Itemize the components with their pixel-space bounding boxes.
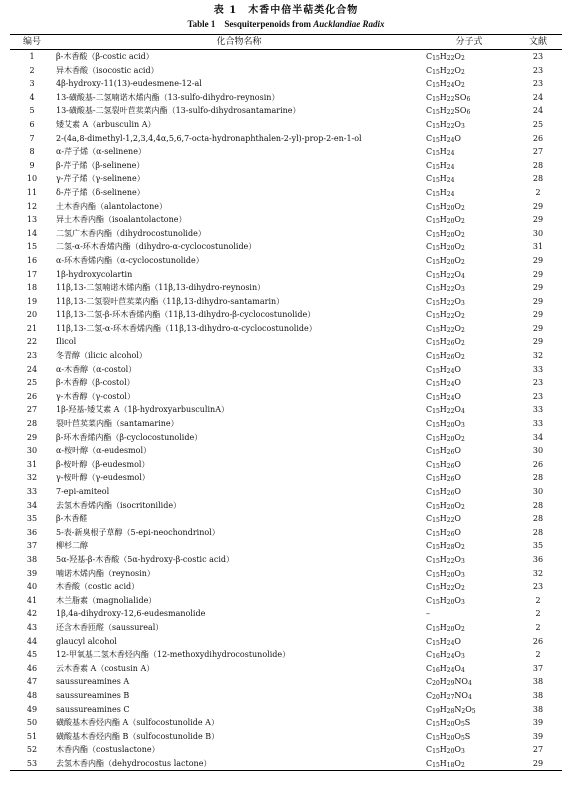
compound-name: δ-芹子烯（δ-selinene） bbox=[56, 187, 145, 197]
compound-name: γ-木香醇（γ-costol） bbox=[56, 391, 135, 401]
table-title-cn: 表 1 木香中倍半萜类化合物 bbox=[213, 5, 359, 16]
compound-number: 14 bbox=[26, 228, 38, 238]
compound-number: 29 bbox=[26, 432, 38, 442]
compound-number: 9 bbox=[29, 160, 35, 170]
compound-name: β-木香酸（β-costic acid） bbox=[56, 52, 154, 61]
reference-number: 23 bbox=[532, 378, 544, 388]
compound-name: 磺酸基木香烃内酯 B（sulfocostunolide B） bbox=[56, 731, 220, 741]
molecular-formula: $C_{15}H_{24}$ bbox=[426, 187, 455, 198]
table-header-row bbox=[10, 35, 562, 50]
table-row bbox=[10, 363, 562, 377]
molecular-formula: $C_{15}H_{20}O_3$ bbox=[426, 595, 465, 606]
compound-number: 22 bbox=[26, 337, 38, 347]
reference-number: 29 bbox=[532, 758, 544, 768]
reference-number: 38 bbox=[532, 704, 544, 714]
molecular-formula: $C_{15}H_{20}O_2$ bbox=[426, 201, 465, 212]
reference-number: 26 bbox=[532, 133, 544, 143]
molecular-formula: $C_{15}H_{24}O$ bbox=[426, 378, 461, 389]
compound-name: β-环木香烯内酯（β-cyclocostunolide） bbox=[56, 432, 203, 442]
table-row bbox=[10, 621, 562, 635]
reference-number: 26 bbox=[532, 459, 544, 469]
table-row bbox=[10, 499, 562, 513]
reference-number: 29 bbox=[532, 337, 544, 347]
compound-name: saussureamines C bbox=[56, 704, 130, 714]
table-title-en bbox=[10, 18, 562, 31]
compound-name: 1β-羟基-矮艾素 A（1β-hydroxyarbusculinA） bbox=[56, 405, 229, 415]
compound-number: 32 bbox=[26, 473, 38, 483]
molecular-formula: $C_{15}H_{26}O$ bbox=[426, 473, 461, 484]
compound-number: 35 bbox=[26, 514, 38, 524]
compound-number: 28 bbox=[26, 419, 38, 429]
table-row bbox=[10, 703, 562, 717]
compound-name: 二氢广木香内酯（dihydrocostunolide） bbox=[56, 228, 206, 238]
reference-number: 25 bbox=[532, 119, 544, 129]
compound-number: 30 bbox=[26, 446, 38, 456]
table-row bbox=[10, 662, 562, 676]
compound-name: α-环木香烯内酯（α-cyclocostunolide） bbox=[56, 255, 204, 265]
compound-number: 18 bbox=[26, 283, 38, 293]
table-title-en-prefix: Table 1 Sesquiterpenoids from bbox=[187, 19, 314, 29]
molecular-formula: $C_{15}H_{20}O_5S$ bbox=[426, 731, 471, 742]
compound-number: 40 bbox=[26, 582, 38, 592]
molecular-formula: $C_{15}H_{24}$ bbox=[426, 160, 455, 171]
table-row bbox=[10, 417, 562, 431]
molecular-formula: $C_{15}H_{24}O$ bbox=[426, 133, 461, 144]
reference-number: 28 bbox=[532, 500, 544, 510]
compound-name: 5α-羟基-β-木香酸（5α-hydroxy-β-costic acid） bbox=[56, 554, 235, 564]
table-row bbox=[10, 132, 562, 146]
compound-name: 异土木香内酯（isoalantolactone） bbox=[56, 215, 187, 225]
reference-number: 28 bbox=[532, 174, 544, 184]
compound-name: 7-epi-amiteol bbox=[56, 487, 110, 496]
compound-name: 11β,13-二氢喃诺木烯内酯（11β,13-dihydro-reynosin） bbox=[56, 283, 266, 293]
molecular-formula: $C_{15}H_{22}SO_6$ bbox=[426, 106, 471, 117]
compound-name: 还含木香匝醛（saussureal） bbox=[56, 622, 164, 632]
compound-number: 42 bbox=[26, 609, 38, 619]
table-row bbox=[10, 743, 562, 757]
reference-number: 26 bbox=[532, 636, 544, 646]
compound-number: 10 bbox=[26, 174, 38, 184]
molecular-formula: $C_{15}H_{22}O_2$ bbox=[426, 52, 465, 62]
compound-number: 41 bbox=[26, 595, 38, 605]
table-row bbox=[10, 594, 562, 608]
compound-number: 34 bbox=[26, 500, 38, 510]
compound-number: 11 bbox=[26, 187, 38, 197]
compound-name: 1β-hydroxycolartin bbox=[56, 269, 133, 279]
table-title-en-italic: Aucklandiae Radix bbox=[313, 19, 385, 29]
molecular-formula: $C_{15}H_{22}O_3$ bbox=[426, 283, 465, 294]
table-row bbox=[10, 213, 562, 227]
compound-number: 1 bbox=[29, 52, 35, 61]
reference-number: 29 bbox=[532, 296, 544, 306]
reference-number: 2 bbox=[535, 650, 541, 660]
table-row bbox=[10, 335, 562, 349]
molecular-formula: $C_{16}H_{24}O_4$ bbox=[426, 663, 465, 674]
reference-number: 2 bbox=[535, 187, 541, 197]
table-row bbox=[10, 50, 562, 64]
molecular-formula: $C_{15}H_{26}O$ bbox=[426, 459, 461, 470]
compound-name: 二氢-α-环木香烯内酯（dihydro-α-cyclocostunolide） bbox=[56, 242, 257, 252]
table-row bbox=[10, 471, 562, 485]
reference-number: 29 bbox=[532, 323, 544, 333]
table-row bbox=[10, 431, 562, 445]
compound-number: 39 bbox=[26, 568, 38, 578]
reference-number: 34 bbox=[532, 432, 544, 442]
compound-number: 52 bbox=[26, 745, 38, 755]
molecular-formula: $C_{15}H_{22}O_3$ bbox=[426, 119, 465, 130]
compound-name: 柳杉二醇 bbox=[56, 541, 88, 551]
molecular-formula: $C_{15}H_{24}O$ bbox=[426, 636, 461, 647]
compound-number: 3 bbox=[29, 79, 35, 89]
reference-number: 29 bbox=[532, 269, 544, 279]
compound-number: 15 bbox=[26, 242, 38, 252]
molecular-formula: $C_{15}H_{20}O_3$ bbox=[426, 419, 465, 430]
compound-name: 木香内酯（costuslactone） bbox=[56, 745, 160, 755]
compound-number: 33 bbox=[26, 487, 38, 496]
compound-name: 木香酸（costic acid） bbox=[56, 582, 140, 592]
molecular-formula: $C_{15}H_{24}O$ bbox=[426, 391, 461, 402]
table-row bbox=[10, 444, 562, 458]
reference-number: 23 bbox=[532, 65, 544, 75]
molecular-formula: $C_{15}H_{20}O_3$ bbox=[426, 745, 465, 756]
reference-number: 29 bbox=[532, 215, 544, 225]
compound-name: Ilicol bbox=[56, 337, 77, 347]
compound-name: β-芹子烯（β-selinene） bbox=[56, 160, 145, 170]
molecular-formula: $C_{19}H_{28}N_2O_5$ bbox=[426, 704, 476, 715]
compound-number: 4 bbox=[29, 92, 35, 102]
compound-number: 37 bbox=[26, 541, 38, 551]
reference-number: 33 bbox=[532, 405, 544, 415]
compound-number: 23 bbox=[26, 351, 38, 361]
reference-number: 23 bbox=[532, 582, 544, 592]
compound-number: 36 bbox=[26, 527, 38, 537]
table-row bbox=[10, 635, 562, 649]
table-row bbox=[10, 104, 562, 118]
molecular-formula: $C_{15}H_{20}O_2$ bbox=[426, 228, 465, 239]
compound-number: 47 bbox=[26, 677, 38, 687]
reference-number: 38 bbox=[532, 677, 544, 687]
compound-number: 20 bbox=[26, 310, 38, 320]
compound-number: 27 bbox=[26, 405, 38, 415]
compound-name: 去氢木香烯内酯（isocritonilide） bbox=[56, 500, 182, 510]
table-row bbox=[10, 553, 562, 567]
compound-number: 12 bbox=[26, 201, 38, 211]
compound-number: 8 bbox=[29, 147, 35, 157]
compound-number: 46 bbox=[26, 663, 38, 673]
reference-number: 24 bbox=[532, 106, 544, 116]
compound-number: 5 bbox=[29, 106, 35, 116]
table-row bbox=[10, 240, 562, 254]
molecular-formula: $C_{16}H_{24}O_3$ bbox=[426, 650, 465, 661]
reference-number: 30 bbox=[532, 228, 544, 238]
compound-number: 51 bbox=[26, 731, 38, 741]
compound-number: 21 bbox=[26, 323, 38, 333]
table-row bbox=[10, 322, 562, 336]
compound-number: 38 bbox=[26, 554, 38, 564]
table-row bbox=[10, 648, 562, 662]
compound-number: 44 bbox=[26, 636, 38, 646]
header-num: 编号 bbox=[22, 37, 41, 47]
molecular-formula: $C_{20}H_{27}NO_4$ bbox=[426, 690, 472, 701]
compound-name: β-木香醛 bbox=[56, 514, 88, 524]
compound-number: 43 bbox=[26, 622, 38, 632]
compound-table bbox=[10, 34, 562, 771]
molecular-formula: $C_{15}H_{26}O_2$ bbox=[426, 351, 465, 362]
reference-number: 28 bbox=[532, 527, 544, 537]
molecular-formula: $C_{15}H_{20}O_2$ bbox=[426, 500, 465, 511]
table-row bbox=[10, 227, 562, 241]
reference-number: 28 bbox=[532, 160, 544, 170]
table-row bbox=[10, 580, 562, 594]
molecular-formula: $C_{15}H_{22}O_2$ bbox=[426, 323, 465, 334]
table-row bbox=[10, 186, 562, 200]
table-row bbox=[10, 77, 562, 91]
table-row bbox=[10, 390, 562, 404]
compound-name: 矮艾素 A（arbusculin A） bbox=[56, 119, 156, 129]
compound-name: α-木香醇（α-costol） bbox=[56, 364, 137, 374]
reference-number: 30 bbox=[532, 446, 544, 456]
compound-name: 2-(4a,8-dimethyl-1,2,3,4,4α,5,6,7-octa-hydronaphthalen-2-yl)-prop-2-en-1-ol bbox=[56, 133, 362, 143]
reference-number: 33 bbox=[532, 419, 544, 429]
table-row bbox=[10, 200, 562, 214]
molecular-formula: $C_{15}H_{22}O_2$ bbox=[426, 310, 465, 321]
compound-name: 异木香酸（isocostic acid） bbox=[56, 65, 159, 75]
compound-number: 19 bbox=[26, 296, 38, 306]
table-row bbox=[10, 567, 562, 581]
compound-number: 16 bbox=[26, 255, 38, 265]
compound-name: 13-磺酸基-二氢喃诺木烯内酯（13-sulfo-dihydro-reynosin） bbox=[56, 92, 280, 102]
compound-name: 去氢木香内酯（dehydrocostus lactone） bbox=[56, 758, 212, 768]
compound-number: 13 bbox=[26, 215, 38, 225]
compound-number: 49 bbox=[26, 704, 38, 714]
table-row bbox=[10, 349, 562, 363]
table-row bbox=[10, 526, 562, 540]
compound-number: 45 bbox=[26, 650, 38, 660]
reference-number: 23 bbox=[532, 52, 544, 61]
compound-name: 1β,4a-dihydroxy-12,6-eudesmanolide bbox=[56, 609, 206, 619]
reference-number: 29 bbox=[532, 201, 544, 211]
reference-number: 2 bbox=[535, 595, 541, 605]
compound-name: 冬青醇（ilicic alcohol） bbox=[56, 351, 147, 361]
reference-number: 23 bbox=[532, 391, 544, 401]
table-body bbox=[10, 50, 562, 771]
table-row bbox=[10, 172, 562, 186]
table-row bbox=[10, 145, 562, 159]
table-row bbox=[10, 716, 562, 730]
compound-name: 4β-hydroxy-11(13)-eudesmene-12-al bbox=[56, 79, 202, 89]
reference-number: 39 bbox=[532, 731, 544, 741]
reference-number: 37 bbox=[532, 663, 544, 673]
compound-number: 26 bbox=[26, 391, 38, 401]
table-row bbox=[10, 757, 562, 771]
table-row bbox=[10, 91, 562, 105]
compound-name: α-桉叶醇（α-eudesmol） bbox=[56, 446, 152, 456]
molecular-formula: $C_{15}H_{26}O$ bbox=[426, 527, 461, 538]
reference-number: 39 bbox=[532, 718, 544, 728]
compound-name: 11β,13-二氢-α-环木香烯内酯（11β,13-dihydro-α-cyclocostunolide） bbox=[56, 323, 317, 333]
molecular-formula: $C_{15}H_{28}O_2$ bbox=[426, 541, 465, 552]
molecular-formula: $C_{15}H_{22}O$ bbox=[426, 514, 461, 525]
compound-number: 7 bbox=[29, 133, 35, 143]
table-row bbox=[10, 308, 562, 322]
reference-number: 2 bbox=[535, 609, 541, 619]
table-row bbox=[10, 376, 562, 390]
molecular-formula: – bbox=[426, 609, 430, 619]
reference-number: 28 bbox=[532, 514, 544, 524]
molecular-formula: $C_{15}H_{22}O_3$ bbox=[426, 296, 465, 307]
molecular-formula: $C_{15}H_{24}O$ bbox=[426, 364, 461, 375]
compound-number: 24 bbox=[26, 364, 38, 374]
compound-name: β-木香醇（β-costol） bbox=[56, 378, 135, 388]
table-row bbox=[10, 295, 562, 309]
molecular-formula: $C_{15}H_{20}O_2$ bbox=[426, 432, 465, 443]
molecular-formula: $C_{15}H_{20}O_2$ bbox=[426, 215, 465, 226]
compound-number: 25 bbox=[26, 378, 38, 388]
header-formula: 分子式 bbox=[455, 37, 483, 47]
compound-number: 31 bbox=[26, 459, 38, 469]
compound-name: glaucyl alcohol bbox=[56, 636, 117, 646]
molecular-formula: $C_{15}H_{24}$ bbox=[426, 147, 455, 158]
compound-number: 50 bbox=[26, 718, 38, 728]
molecular-formula: $C_{15}H_{18}O_2$ bbox=[426, 758, 465, 769]
compound-name: β-桉叶醇（β-eudesmol） bbox=[56, 459, 150, 469]
reference-number: 36 bbox=[532, 554, 544, 564]
table-row bbox=[10, 730, 562, 744]
table-row bbox=[10, 254, 562, 268]
table-row bbox=[10, 458, 562, 472]
reference-number: 27 bbox=[532, 147, 544, 157]
table-row bbox=[10, 607, 562, 621]
table-row bbox=[10, 512, 562, 526]
compound-name: 磺酸基木香烃内酯 A（sulfocostunolide A） bbox=[56, 718, 219, 728]
reference-number: 30 bbox=[532, 487, 544, 496]
molecular-formula: $C_{15}H_{26}O$ bbox=[426, 487, 461, 497]
compound-name: 5-表-新臭根子草醇（5-epi-neochondrinol） bbox=[56, 527, 220, 537]
molecular-formula: $C_{15}H_{20}O_5S$ bbox=[426, 718, 471, 729]
molecular-formula: $C_{15}H_{22}O_4$ bbox=[426, 269, 465, 280]
table-row bbox=[10, 403, 562, 417]
molecular-formula: $C_{15}H_{26}O$ bbox=[426, 446, 461, 457]
compound-name: 喃诺木烯内酯（reynosin） bbox=[56, 568, 155, 578]
reference-number: 29 bbox=[532, 283, 544, 293]
reference-number: 23 bbox=[532, 79, 544, 89]
compound-name: 13-磺酸基-二氢裂叶苣荬菜内酯（13-sulfo-dihydrosantamarine） bbox=[56, 106, 301, 116]
compound-number: 6 bbox=[29, 119, 35, 129]
molecular-formula: $C_{15}H_{22}O_2$ bbox=[426, 582, 465, 593]
compound-name: 裂叶苣荬菜内酯（santamarine） bbox=[56, 419, 179, 429]
table-row bbox=[10, 268, 562, 282]
reference-number: 29 bbox=[532, 310, 544, 320]
reference-number: 32 bbox=[532, 351, 544, 361]
reference-number: 35 bbox=[532, 541, 544, 551]
compound-name: 土木香内酯（alantolactone） bbox=[56, 201, 168, 211]
reference-number: 29 bbox=[532, 255, 544, 265]
table-row bbox=[10, 118, 562, 132]
compound-name: γ-芹子烯（γ-selinene） bbox=[56, 174, 145, 184]
compound-name: saussureamines A bbox=[56, 677, 130, 687]
compound-name: 云木香素 A（costusin A） bbox=[56, 663, 155, 673]
table-row bbox=[10, 159, 562, 173]
compound-name: 木兰脂素（magnolialide） bbox=[56, 595, 157, 605]
molecular-formula: $C_{15}H_{22}O_4$ bbox=[426, 405, 465, 416]
compound-name: 11β,13-二氢-β-环木香烯内酯（11β,13-dihydro-β-cyclocostunolide） bbox=[56, 310, 316, 320]
reference-number: 27 bbox=[532, 745, 544, 755]
molecular-formula: $C_{20}H_{29}NO_4$ bbox=[426, 677, 472, 688]
table-row bbox=[10, 539, 562, 553]
table-row bbox=[10, 64, 562, 78]
compound-number: 48 bbox=[26, 690, 38, 700]
compound-number: 17 bbox=[26, 269, 38, 279]
reference-number: 2 bbox=[535, 622, 541, 632]
molecular-formula: $C_{15}H_{22}SO_6$ bbox=[426, 92, 471, 103]
molecular-formula: $C_{15}H_{26}O_2$ bbox=[426, 337, 465, 348]
compound-name: α-芹子烯（α-selinene） bbox=[56, 147, 146, 157]
reference-number: 31 bbox=[532, 242, 544, 252]
compound-name: 11β,13-二氢裂叶苣荬菜内酯（11β,13-dihydro-santamarin） bbox=[56, 296, 285, 306]
table-row bbox=[10, 281, 562, 295]
reference-number: 28 bbox=[532, 473, 544, 483]
header-ref: 文献 bbox=[528, 37, 547, 47]
molecular-formula: $C_{15}H_{20}O_2$ bbox=[426, 255, 465, 266]
molecular-formula: $C_{15}H_{24}$ bbox=[426, 174, 455, 185]
compound-number: 2 bbox=[29, 65, 35, 75]
compound-name: γ-桉叶醇（γ-eudesmol） bbox=[56, 473, 150, 483]
molecular-formula: $C_{15}H_{20}O_2$ bbox=[426, 622, 465, 633]
table-row bbox=[10, 689, 562, 703]
compound-name: 12-甲氧基二氢木香烃内酯（12-methoxydihydrocostunolide） bbox=[56, 650, 291, 660]
molecular-formula: $C_{15}H_{22}O_3$ bbox=[426, 554, 465, 565]
molecular-formula: $C_{15}H_{22}O_2$ bbox=[426, 65, 465, 76]
reference-number: 33 bbox=[532, 364, 544, 374]
reference-number: 38 bbox=[532, 690, 544, 700]
header-name: 化合物名称 bbox=[216, 37, 262, 47]
reference-number: 24 bbox=[532, 92, 544, 102]
compound-name: saussureamines B bbox=[56, 690, 130, 700]
compound-number: 53 bbox=[26, 758, 38, 768]
molecular-formula: $C_{15}H_{24}O_2$ bbox=[426, 79, 465, 90]
molecular-formula: $C_{15}H_{20}O_3$ bbox=[426, 568, 465, 579]
molecular-formula: $C_{15}H_{20}O_2$ bbox=[426, 242, 465, 253]
table-row bbox=[10, 485, 562, 499]
reference-number: 32 bbox=[532, 568, 544, 578]
table-row bbox=[10, 675, 562, 689]
